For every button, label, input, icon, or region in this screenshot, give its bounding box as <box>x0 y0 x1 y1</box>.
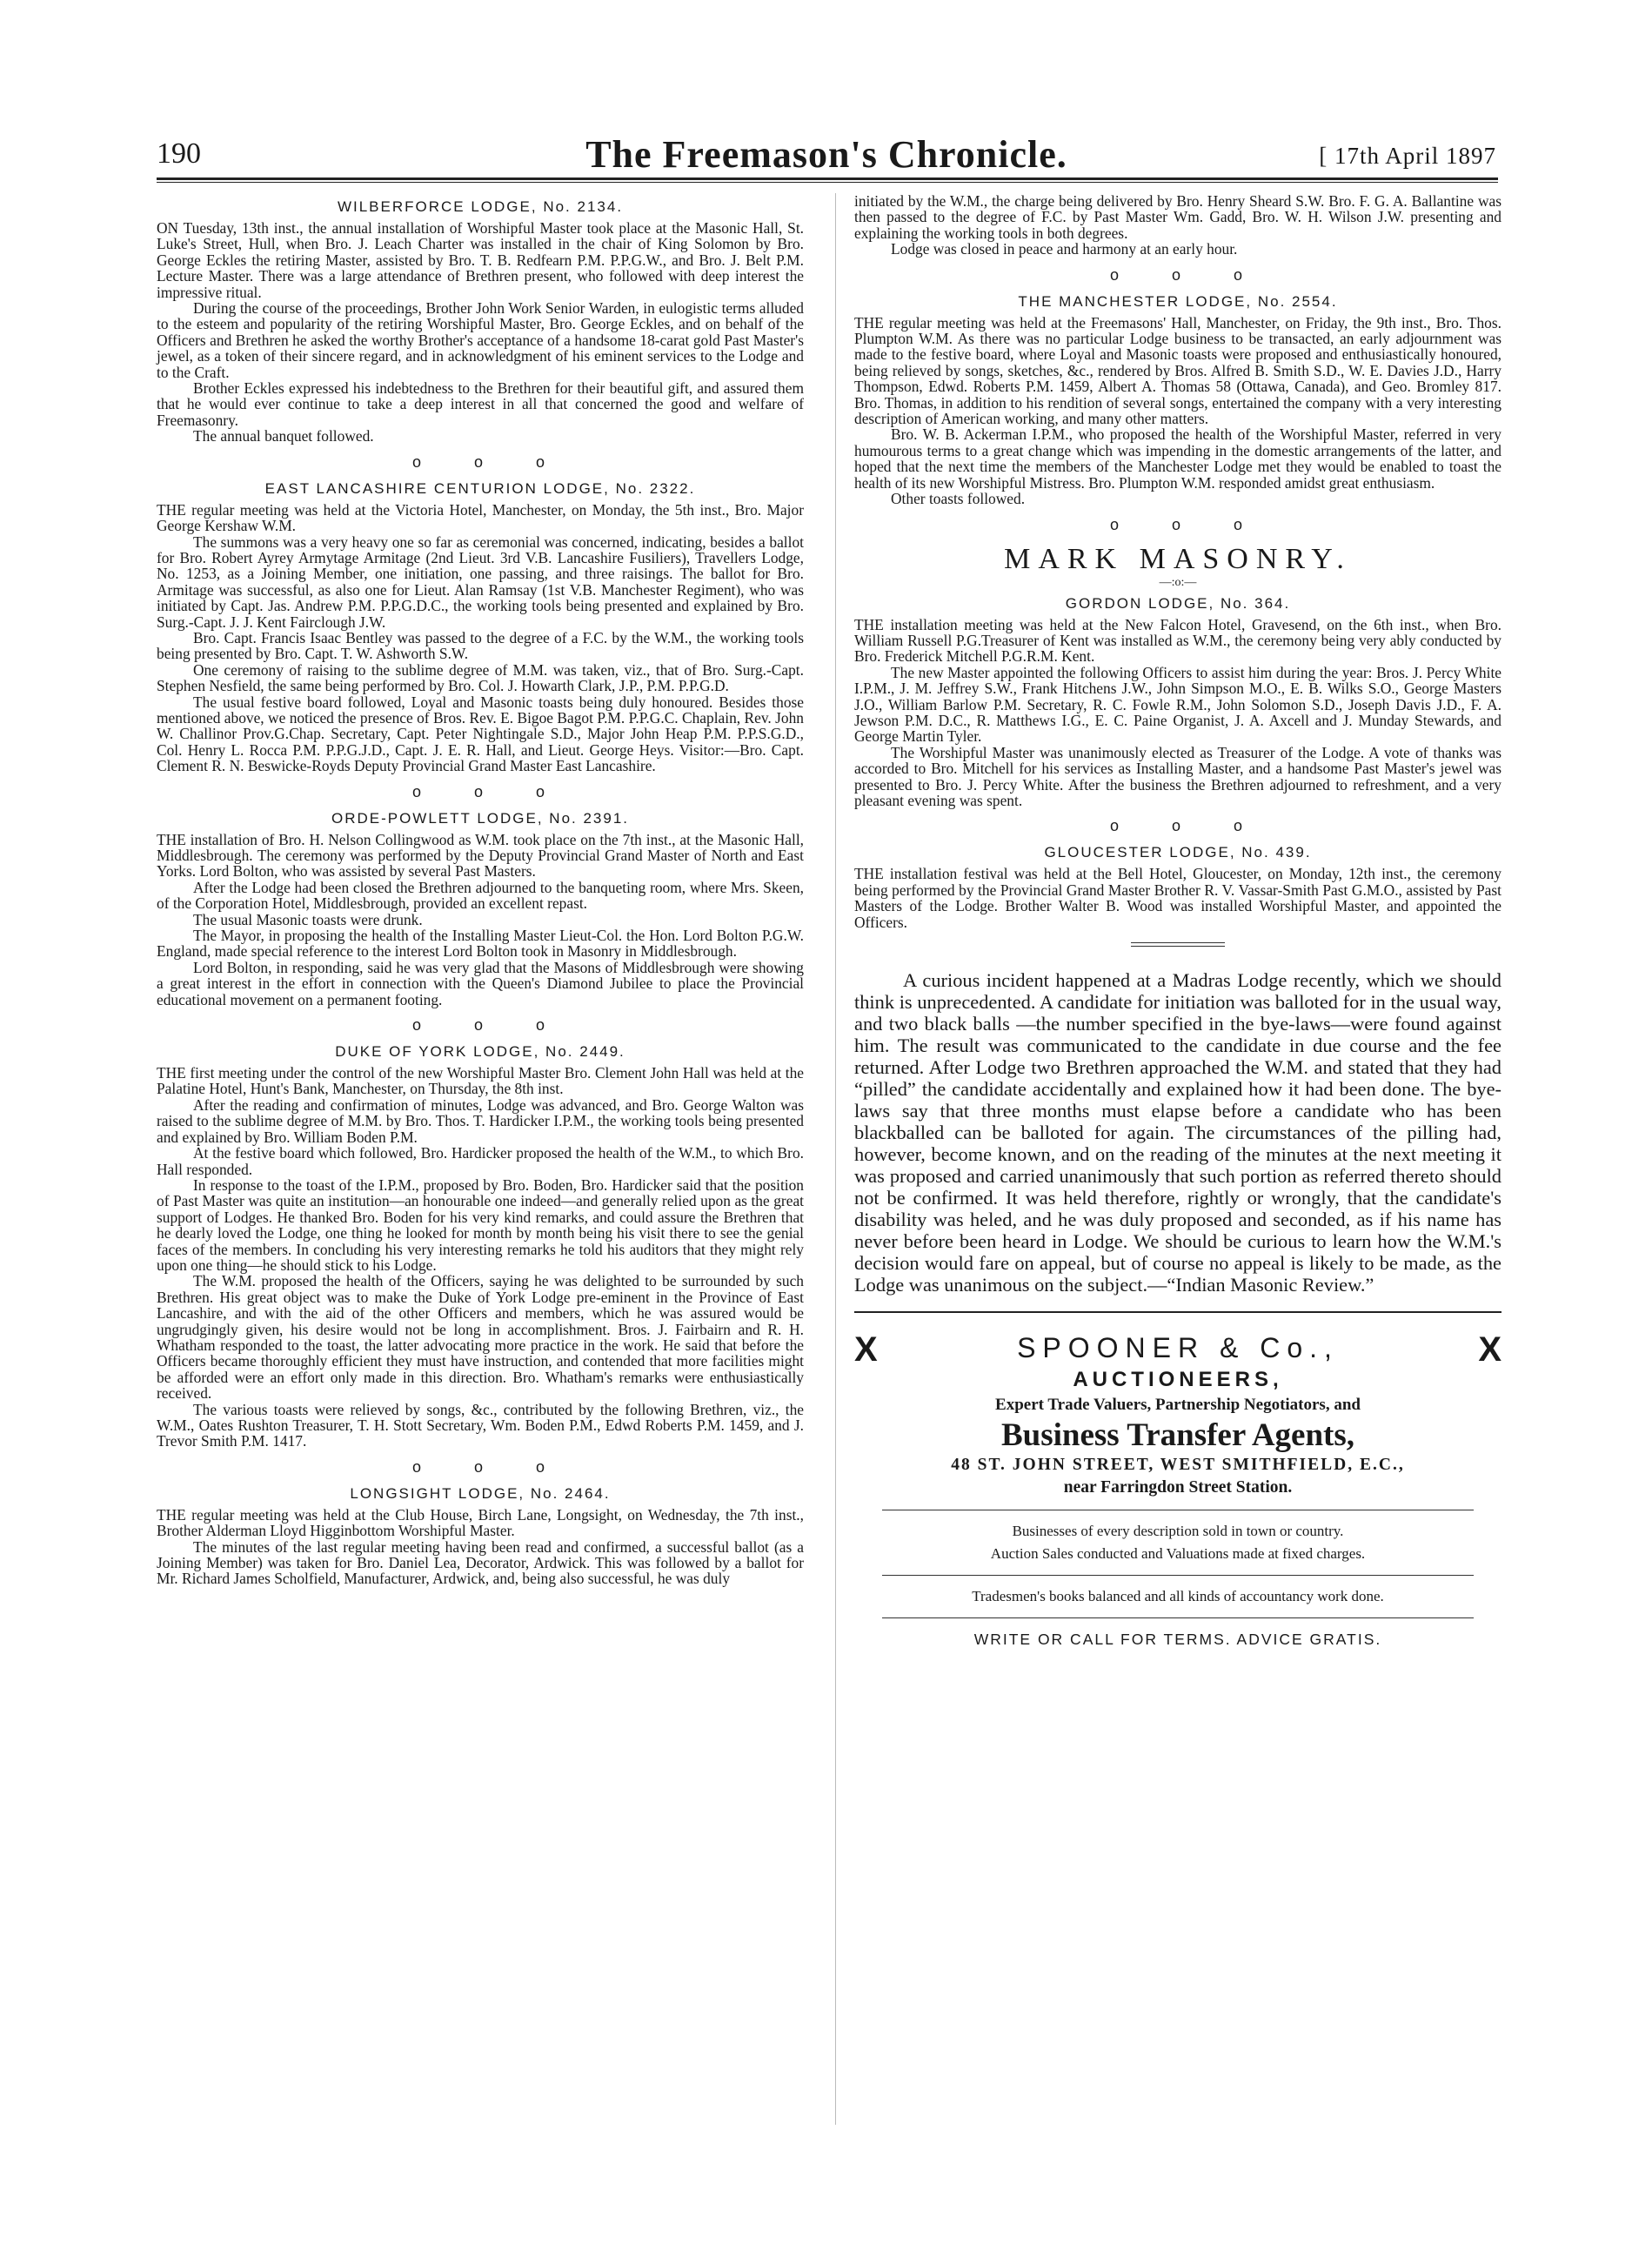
firm-address: 48 ST. JOHN STREET, WEST SMITHFIELD, E.C., <box>951 1456 1405 1474</box>
lodge-report <box>854 293 1502 507</box>
page-header <box>157 133 1496 179</box>
continued-paragraph: initiated by the W.M., the charge being delivered by Bro. Henry Sheard S.W. Bro. F. G. A. Ballantine was then passed to the degree of F.C. by Past Master Wm. Gadd, Bro. W. H. Wilson J.W. presenting and explaining the working tools in both degrees. <box>854 192 1502 242</box>
page-number: 190 <box>157 137 201 170</box>
paragraph: After the reading and confirmation of minutes, Lodge was advanced, and Bro. George Walton was raised to the sublime degree of M.M. by Bro. Thos. T. Hardicker I.P.M., the working tools being presented and explained by Bro. William Boden P.M. <box>157 1095 804 1146</box>
lead-paragraph: THE regular meeting was held at the Victoria Hotel, Manchester, on Monday, the 5th inst., Bro. Major George Kershaw W.M. <box>157 500 804 535</box>
paragraph: The minutes of the last regular meeting having been read and confirmed, a successful ballot (as a Joining Member) was taken for Bro. Daniel Lea, Decorator, Ardwick. This was followed by a ballot for Mr. Richard James Scholfield, Manufacturer, Ardwick, and, being also successful, he was duly <box>157 1537 804 1588</box>
paragraph: The Worshipful Master was unanimously elected as Treasurer of the Lodge. A vote of thanks was accorded to Bro. Mitchell for his services as Installing Master, and a handsome Past Master's jewel was presented to Bro. J. Percy White. After the business the Brethren adjourned to refreshment, and a very pleasant evening was spent. <box>854 743 1502 809</box>
paragraph: The annual banquet followed. <box>193 427 374 445</box>
right-column <box>854 193 1502 1649</box>
lodge-heading: LONGSIGHT LODGE, No. 2464. <box>350 1484 611 1502</box>
section-separator: o o o <box>411 452 570 471</box>
advert-line-2: Auction Sales conducted and Valuations made at fixed charges. <box>990 1545 1366 1562</box>
lead-paragraph: THE regular meeting was held at the Club House, Birch Lane, Longsight, on Wednesday, the 7th inst., Brother Alderman Lloyd Higginbottom Worshipful Master. <box>157 1505 804 1540</box>
mark-masonry-separator: —:o:— <box>1159 575 1197 589</box>
paragraph: The usual festive board followed, Loyal and Masonic toasts being duly honoured. Besides those mentioned above, we noticed the presence of Bros. Rev. E. Bigoe Bagot P.M. P.P.G.C. Chaplain, Rev. John W. Challinor Prov.G.Chap. Secretary, Capt. Peter Nightingale S.D., Major John Heap P.M. P.P.S.G.D., Col. Henry L. Rocca P.M. P.P.G.J.D., Capt. J. E. R. Hall, and Lieut. George Heys. Visitor:—Bro. Capt. Clement R. N. Beswicke-Royds Deputy Provincial Grand Master East Lancashire. <box>157 693 804 775</box>
section-rule <box>1131 942 1225 947</box>
section-separator: o o o <box>1109 817 1267 835</box>
lodge-heading: EAST LANCASHIRE CENTURION LODGE, No. 2322. <box>264 479 696 497</box>
masthead: The Freemason's Chronicle. <box>585 133 1067 176</box>
cross-mark-left: X <box>854 1330 878 1369</box>
lodge-report <box>157 480 804 774</box>
paragraph: One ceremony of raising to the sublime degree of M.M. was taken, viz., that of Bro. Surg.-Capt. Stephen Nesfield, the same being performed by Bro. Col. J. Howarth Clark, J.P., P.M. P.P.G.D. <box>157 660 804 695</box>
advert-line-3: Tradesmen's books balanced and all kinds of accountancy work done. <box>972 1588 1384 1604</box>
editorial-paragraph: A curious incident happened at a Madras Lodge recently, which we should think is unprecedented. A candidate for initiation was balloted for in the usual way, and two black balls —the number specified in the bye-laws—were found against him. The result was communicated to the candidate in due course and the fee returned. After Lodge two Brethren approached the W.M. and stated that they had “pilled” the candidate accidentally and explained how it had been done. The bye-laws say that three months must elapse before a candidate who has been blackballed can be balloted for again. The circumstances of the pilling had, however, become known, and on the reading of the minutes at the next meeting it was proposed and carried unanimously that such portion as referred thereto should not be confirmed. It was held therefore, rightly or wrongly, that the candidate's disability was heled, and he was duly proposed and seconded, as if his name has never before been heard in Lodge. We should be curious to learn how the W.M.'s decision would fare on appeal, but of course no appeal is likely to be made, as the Lodge was unanimous on the subject.—“Indian Masonic Review.” <box>854 969 1502 1296</box>
lodge-heading: ORDE-POWLETT LODGE, No. 2391. <box>331 809 630 827</box>
lodge-report <box>854 595 1502 809</box>
lodge-report <box>157 1043 804 1450</box>
section-separator: o o o <box>1109 265 1267 284</box>
spooner-advertisement <box>854 1330 1502 1649</box>
paragraph: Brother Eckles expressed his indebtedness to the Brethren for their beautiful gift, and assured them that he would ever continue to take a deep interest in all that concerned the good and welfare of Freemasonry. <box>157 379 804 429</box>
section-separator: o o o <box>411 1016 570 1035</box>
lead-paragraph: ON Tuesday, 13th inst., the annual installation of Worshipful Master took place at the Masonic Hall, St. Luke's Street, Hull, when Bro. J. Leach Charter was installed in the chair of King Solomon by Bro. George Eckles the retiring Master, assisted by Bro. T. B. Redfearn P.M. P.P.G.W., and Bro. J. Belt P.M. Lecture Master. There was a large attendance of Brethren present, who followed with deep interest the impressive ritual. <box>157 219 804 301</box>
lodge-report <box>854 844 1502 930</box>
trade-title: AUCTIONEERS, <box>1073 1368 1283 1391</box>
lead-paragraph: THE regular meeting was held at the Freemasons' Hall, Manchester, on Friday, the 9th inst., Bro. Thos. Plumpton W.M. As there was no particular Lodge business to be transacted, an early adjournment was made to the festive board, where Loyal and Masonic toasts were proposed and enthusiastically honoured, being relieved by songs, sketches, &c., rendered by Bros. Alfred B. Smith S.D., W. E. Davies J.D., Harry Thompson, Edwd. Roberts P.M. 1459, Albert A. Thomas 58 (Ottawa, Canada), and Geo. Bromley 817. Bro. Thomas, in addition to his rendition of several songs, entertained the company with a very interesting description of American working, and many other matters. <box>854 313 1502 428</box>
header-rule <box>157 177 1498 183</box>
lodge-heading: GLOUCESTER LODGE, No. 439. <box>1044 844 1312 861</box>
lodge-heading: THE MANCHESTER LODGE, No. 2554. <box>1018 292 1338 310</box>
section-separator: o o o <box>411 782 570 800</box>
advert-rule <box>854 1311 1502 1313</box>
paragraph: In response to the toast of the I.P.M., proposed by Bro. Boden, Bro. Hardicker said that the position of Past Master was quite an institution—an honourable one indeed—and generally relied upon as the great support of Lodges. He thanked Bro. Boden for his very kind remarks, and could assure the Brethren that he dearly loved the Lodge, one thing he looked for month by month being his visit there to see the genial faces of the members. In concluding his very interesting remarks he told his auditors that they might rely upon one thing—he should stick to his Lodge. <box>157 1175 804 1274</box>
right-column-top <box>854 193 1502 534</box>
mark-masonry-heading: MARK MASONRY. <box>1004 542 1352 575</box>
paragraph: At the festive board which followed, Bro. Hardicker proposed the health of the W.M., to which Bro. Hall responded. <box>157 1144 804 1178</box>
business-transfer-heading: Business Transfer Agents, <box>1000 1417 1355 1453</box>
lead-paragraph: THE installation meeting was held at the New Falcon Hotel, Gravesend, on the 6th inst., when Bro. William Russell P.G.Treasurer of Kent was installed as W.M., the ceremony being very ably conducted by Bro. Frederick Mitchell P.G.R.M. Kent. <box>854 615 1502 666</box>
advert-call-to-action: WRITE OR CALL FOR TERMS. ADVICE GRATIS. <box>973 1631 1382 1648</box>
paragraph: The summons was a very heavy one so far as ceremonial was concerned, indicating, besides a ballot for Bro. Robert Ayrey Armytage Armitage (2nd Lieut. 3rd V.B. Lancashire Fusiliers), Travellers Lodge, No. 1253, as a Joining Member, one initiation, one passing, and three raisings. The ballot for Bro. Armitage was successful, as also one for Lieut. Alan Ramsay (1st V.B. Manchester Regiment), who was initiated by Capt. Jas. Andrew P.M. P.P.G.D.C., the working tools being presented and explained by Bro. Surg.-Capt. J. J. Kent Fairclough J.W. <box>157 532 804 631</box>
paragraph: Lord Bolton, in responding, said he was very glad that the Masons of Middlesbrough were showing a great interest in the effort in connection with the Queen's Diamond Jubilee to place the Provincial educational movement on a permanent footing. <box>157 958 804 1008</box>
paragraph: After the Lodge had been closed the Brethren adjourned to the banqueting room, where Mrs. Skeen, of the Corporation Hotel, Middlesbrough, provided an excellent repast. <box>157 878 804 913</box>
paragraph: During the course of the proceedings, Brother John Work Senior Warden, in eulogistic terms alluded to the esteem and popularity of the retiring Worshipful Master, Bro. George Eckles, and on behalf of the Officers and Brethren he asked the worthy Brother's acceptance of a handsome 18-carat gold Past Master's jewel, as a token of their sincere regard, and in acknowledgment of his eminent services to the Lodge and to the Craft. <box>157 299 804 381</box>
advert-inner-rule <box>882 1575 1474 1576</box>
left-column <box>157 193 804 1587</box>
paragraph: Other toasts followed. <box>891 490 1026 508</box>
advert-line-1: Businesses of every description sold in town or country. <box>1012 1523 1344 1539</box>
column-divider <box>835 193 836 2125</box>
section-separator: o o o <box>411 1457 570 1476</box>
issue-date: [ 17th April 1897 <box>1319 143 1496 169</box>
lead-paragraph: THE installation of Bro. H. Nelson Collingwood as W.M. took place on the 7th inst., at the Masonic Hall, Middlesbrough. The ceremony was performed by the Deputy Provincial Grand Master of North and East Yorks. Lord Bolton, who was assisted by several Past Masters. <box>157 830 804 881</box>
paragraph: Bro. W. B. Ackerman I.P.M., who proposed the health of the Worshipful Master, referred in very humourous terms to a great change which was impending in the domestic arrangements of the latter, and hoped that the next time the members of the Manchester Lodge met they would be enabled to toast the health of its new Worshipful Mistress. Bro. Plumpton W.M. responded amidst great enthusiasm. <box>854 425 1502 492</box>
paragraph: The usual Masonic toasts were drunk. <box>193 910 423 928</box>
paragraph: The Mayor, in proposing the health of the Installing Master Lieut-Col. the Hon. Lord Bolton P.G.W. England, made special reference to the interest Lord Bolton took in Masonry in Middlesbrough. <box>157 927 804 961</box>
lodge-heading: GORDON LODGE, No. 364. <box>1065 594 1291 612</box>
section-separator: o o o <box>1109 515 1267 533</box>
mark-masonry-reports <box>854 595 1502 931</box>
lead-paragraph: THE first meeting under the control of the new Worshipful Master Bro. Clement John Hall was held at the Palatine Hotel, Hunt's Bank, Manchester, on Thursday, the 8th inst. <box>157 1064 804 1098</box>
continued-paragraph: Lodge was closed in peace and harmony at an early hour. <box>891 240 1238 258</box>
lodge-report <box>157 198 804 445</box>
lodge-report <box>157 810 804 1008</box>
station-line: near Farringdon Street Station. <box>1063 1478 1293 1497</box>
services-line: Expert Trade Valuers, Partnership Negotiators, and <box>995 1396 1361 1414</box>
lead-paragraph: THE installation festival was held at the Bell Hotel, Gloucester, on Monday, 12th inst., the ceremony being performed by the Provincial Grand Master Brother R. V. Vassar-Smith Past G.M.O., assisted by Past Masters of the Lodge. Brother Walter B. Wood was installed Worshipful Master, and appointed the Officers. <box>854 865 1502 931</box>
paragraph: Bro. Capt. Francis Isaac Bentley was passed to the degree of a F.C. by the W.M., the working tools being presented by Bro. Capt. T. W. Ashworth S.W. <box>157 628 804 663</box>
paragraph: The new Master appointed the following Officers to assist him during the year: Bros. J. Percy White I.P.M., J. M. Jeffrey S.W., Frank Hitchens J.W., John Simpson M.O., E. B. Wilks S.O., George Masters J.O., William Barlow P.M. Secretary, R. C. Fowle R.M., John Solomon S.D., Joseph Davis J.D., F. A. Jewson P.M. D.C., R. Matthews I.G., E. C. Paine Organist, J. A. Axcell and J. Munday Stewards, and George Martin Tyler. <box>854 663 1502 746</box>
lodge-report <box>157 1485 804 1587</box>
cross-mark-right: X <box>1478 1330 1502 1369</box>
firm-name: SPOONER & Co., <box>1017 1332 1339 1363</box>
lodge-heading: WILBERFORCE LODGE, No. 2134. <box>337 198 624 215</box>
paragraph: The W.M. proposed the health of the Officers, saying he was delighted to be surrounded by such Brethren. His great object was to make the Duke of York Lodge pre-eminent in the Province of East Lancashire, and with the aid of the other Officers and members, which he was assured would be ungrudgingly given, his desire would not be long in accomplishment. Bros. J. Fairbairn and R. H. Whatham responded to the toast, the latter advocating more practice in the work. He said that before the Officers became thoroughly efficient they must have instruction, and contended that more facilities might be afforded were an effort only made in this direction. Bro. Whatham's remarks were enthusiastically received. <box>157 1272 804 1403</box>
advert-inner-rule <box>882 1617 1474 1618</box>
lodge-heading: DUKE OF YORK LODGE, No. 2449. <box>335 1043 625 1061</box>
paragraph: The various toasts were relieved by songs, &c., contributed by the following Brethren, viz., the W.M., Oates Rushton Treasurer, T. H. Stott Secretary, Wm. Boden P.M., Edwd Roberts P.M. 1459, and J. Trevor Smith P.M. 1417. <box>157 1400 804 1450</box>
